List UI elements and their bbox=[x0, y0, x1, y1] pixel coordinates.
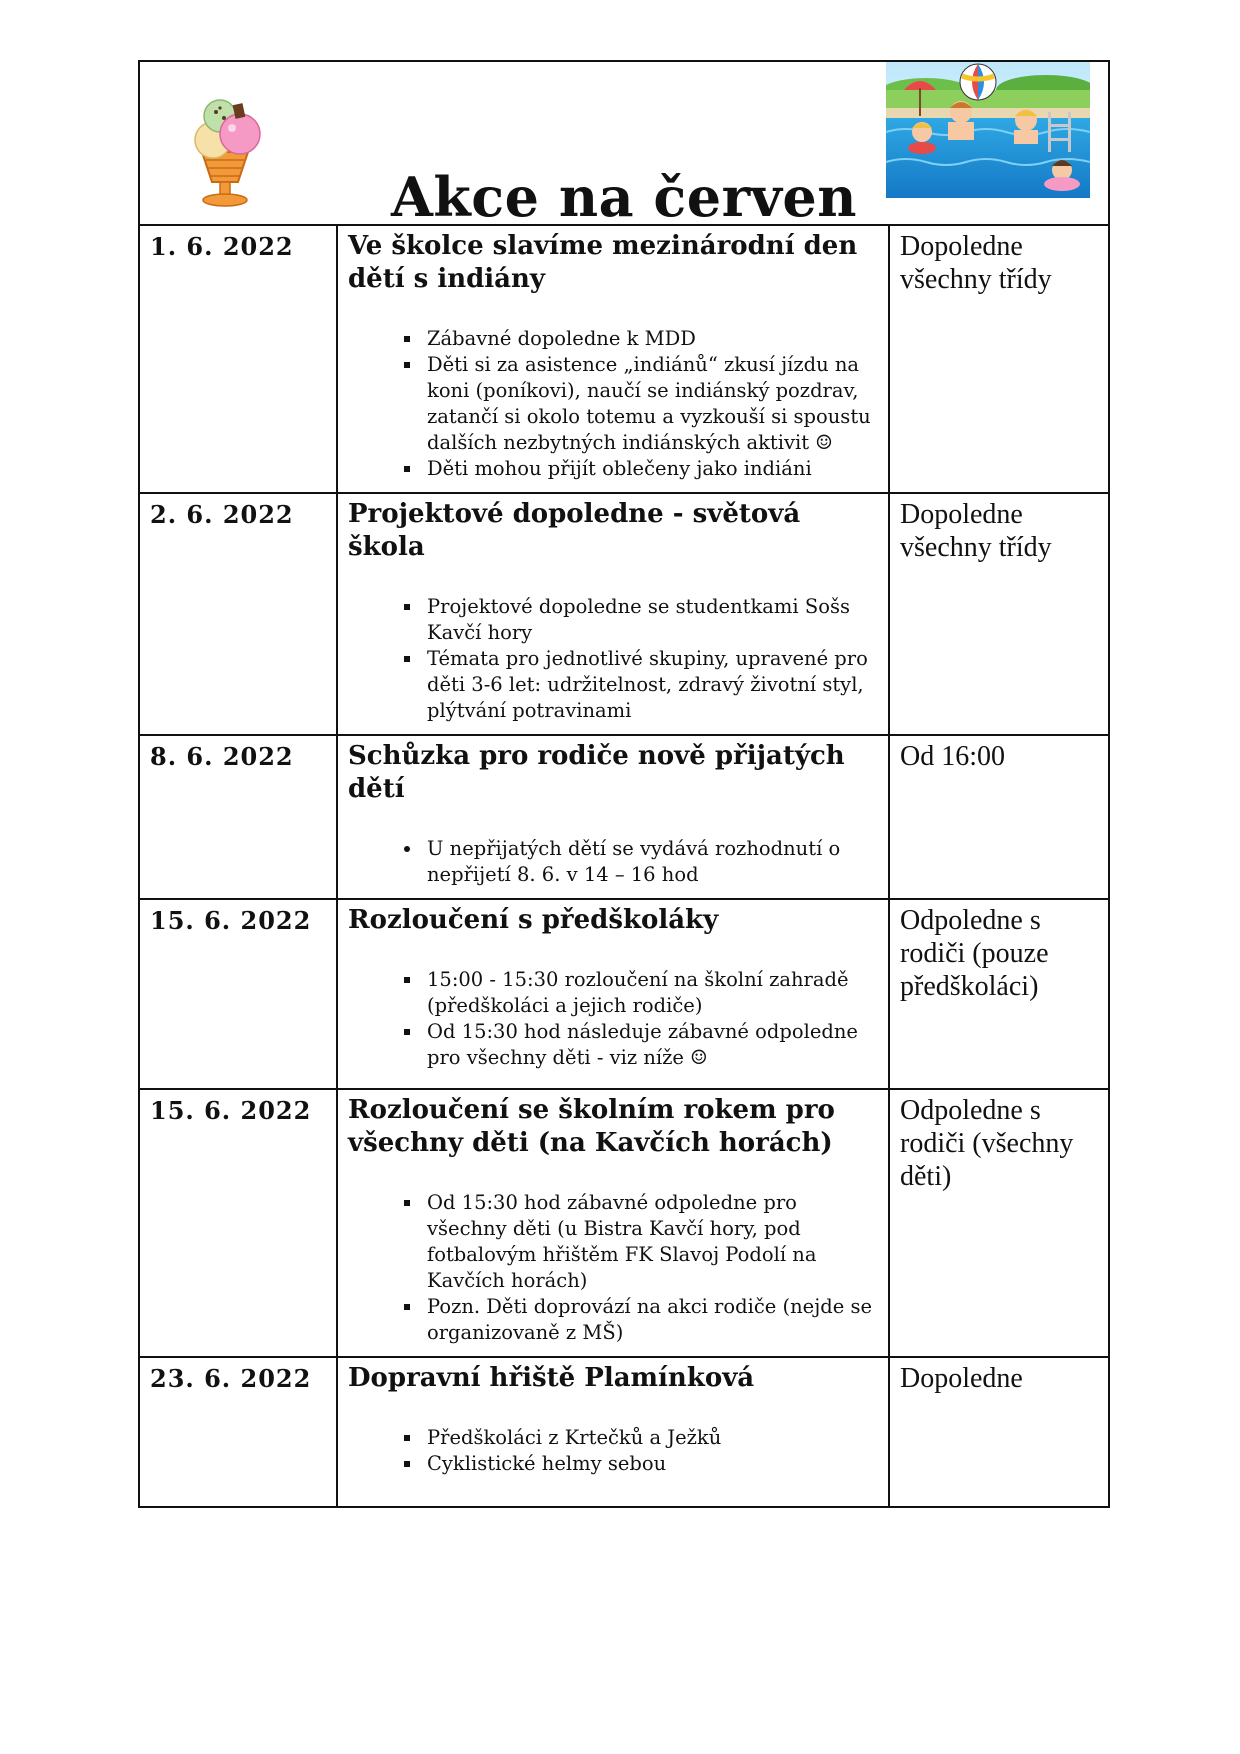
event-time: Dopoledne všechny třídy bbox=[889, 493, 1109, 735]
list-item: ▪ Zábavné dopoledne k MDD bbox=[423, 326, 878, 352]
event-cell bbox=[337, 1357, 889, 1507]
event-date: 1. 6. 2022 bbox=[139, 225, 337, 493]
list-item: ▪ Děti mohou přijít oblečeny jako indiáni bbox=[423, 456, 878, 482]
event-date: 2. 6. 2022 bbox=[139, 493, 337, 735]
event-time: Dopoledne bbox=[889, 1357, 1109, 1507]
list-item: ▪ Od 15:30 hod následuje zábavné odpoledne pro všechny děti - viz níže ☺ bbox=[423, 1019, 878, 1071]
event-details bbox=[348, 967, 878, 1071]
event-cell bbox=[337, 735, 889, 899]
event-title: Projektové dopoledne - světová škola bbox=[348, 499, 801, 562]
event-details bbox=[348, 594, 878, 724]
table-row bbox=[139, 735, 1109, 899]
table-row bbox=[139, 1089, 1109, 1357]
list-item: • U nepřijatých dětí se vydává rozhodnutí o nepřijetí 8. 6. v 14 – 16 hod bbox=[423, 836, 878, 888]
list-item: ▪ Cyklistické helmy sebou bbox=[423, 1451, 878, 1477]
event-date: 15. 6. 2022 bbox=[139, 1089, 337, 1357]
event-title: Rozloučení se školním rokem pro všechny děti (na Kavčích horách) bbox=[348, 1095, 835, 1158]
event-title: Ve školce slavíme mezinárodní den dětí s indiány bbox=[348, 231, 858, 294]
event-cell bbox=[337, 899, 889, 1089]
list-item: ▪ Předškoláci z Krtečků a Ježků bbox=[423, 1425, 878, 1451]
event-details bbox=[348, 836, 878, 888]
event-cell bbox=[337, 493, 889, 735]
event-time: Odpoledne s rodiči (všechny děti) bbox=[889, 1089, 1109, 1357]
event-title: Rozloučení s předškoláky bbox=[348, 905, 719, 935]
table-row bbox=[139, 1357, 1109, 1507]
page-title: Akce na červen bbox=[390, 165, 858, 229]
event-cell bbox=[337, 225, 889, 493]
schedule-sheet bbox=[138, 60, 1108, 1508]
table-row bbox=[139, 493, 1109, 735]
event-time: Odpoledne s rodiči (pouze předškoláci) bbox=[889, 899, 1109, 1089]
event-date: 15. 6. 2022 bbox=[139, 899, 337, 1089]
event-date: 8. 6. 2022 bbox=[139, 735, 337, 899]
list-item: ▪ Pozn. Děti doprovází na akci rodiče (nejde se organizovaně z MŠ) bbox=[423, 1294, 878, 1346]
event-details bbox=[348, 1425, 878, 1477]
table-row bbox=[139, 225, 1109, 493]
header-row bbox=[139, 61, 1109, 225]
event-details bbox=[348, 326, 878, 482]
header-cell bbox=[139, 61, 1109, 229]
event-time: Od 16:00 bbox=[889, 735, 1109, 899]
list-item: ▪ Od 15:30 hod zábavné odpoledne pro všechny děti (u Bistra Kavčí hory, pod fotbalovým hřištěm FK Slavoj Podolí na Kavčích horách) bbox=[423, 1190, 878, 1294]
table-row bbox=[139, 899, 1109, 1089]
event-title: Dopravní hřiště Plamínková bbox=[348, 1363, 755, 1393]
list-item: ▪ Projektové dopoledne se studentkami Sošs Kavčí hory bbox=[423, 594, 878, 646]
event-title: Schůzka pro rodiče nově přijatých dětí bbox=[348, 741, 845, 804]
event-cell bbox=[337, 1089, 889, 1357]
list-item: ▪ 15:00 - 15:30 rozloučení na školní zahradě (předškoláci a jejich rodiče) bbox=[423, 967, 878, 1019]
event-details bbox=[348, 1190, 878, 1346]
schedule-table bbox=[138, 60, 1110, 1508]
event-time: Dopoledne všechny třídy bbox=[889, 225, 1109, 493]
list-item: ▪ Témata pro jednotlivé skupiny, upravené pro děti 3-6 let: udržitelnost, zdravý životní styl, plýtvání potravinami bbox=[423, 646, 878, 724]
event-date: 23. 6. 2022 bbox=[139, 1357, 337, 1507]
list-item: ▪ Děti si za asistence „indiánů“ zkusí jízdu na koni (poníkovi), naučí se indiánský pozdrav, zatančí si okolo totemu a vyzkouší si spoustu dalších nezbytných indiánských aktivit ☺ bbox=[423, 352, 878, 456]
